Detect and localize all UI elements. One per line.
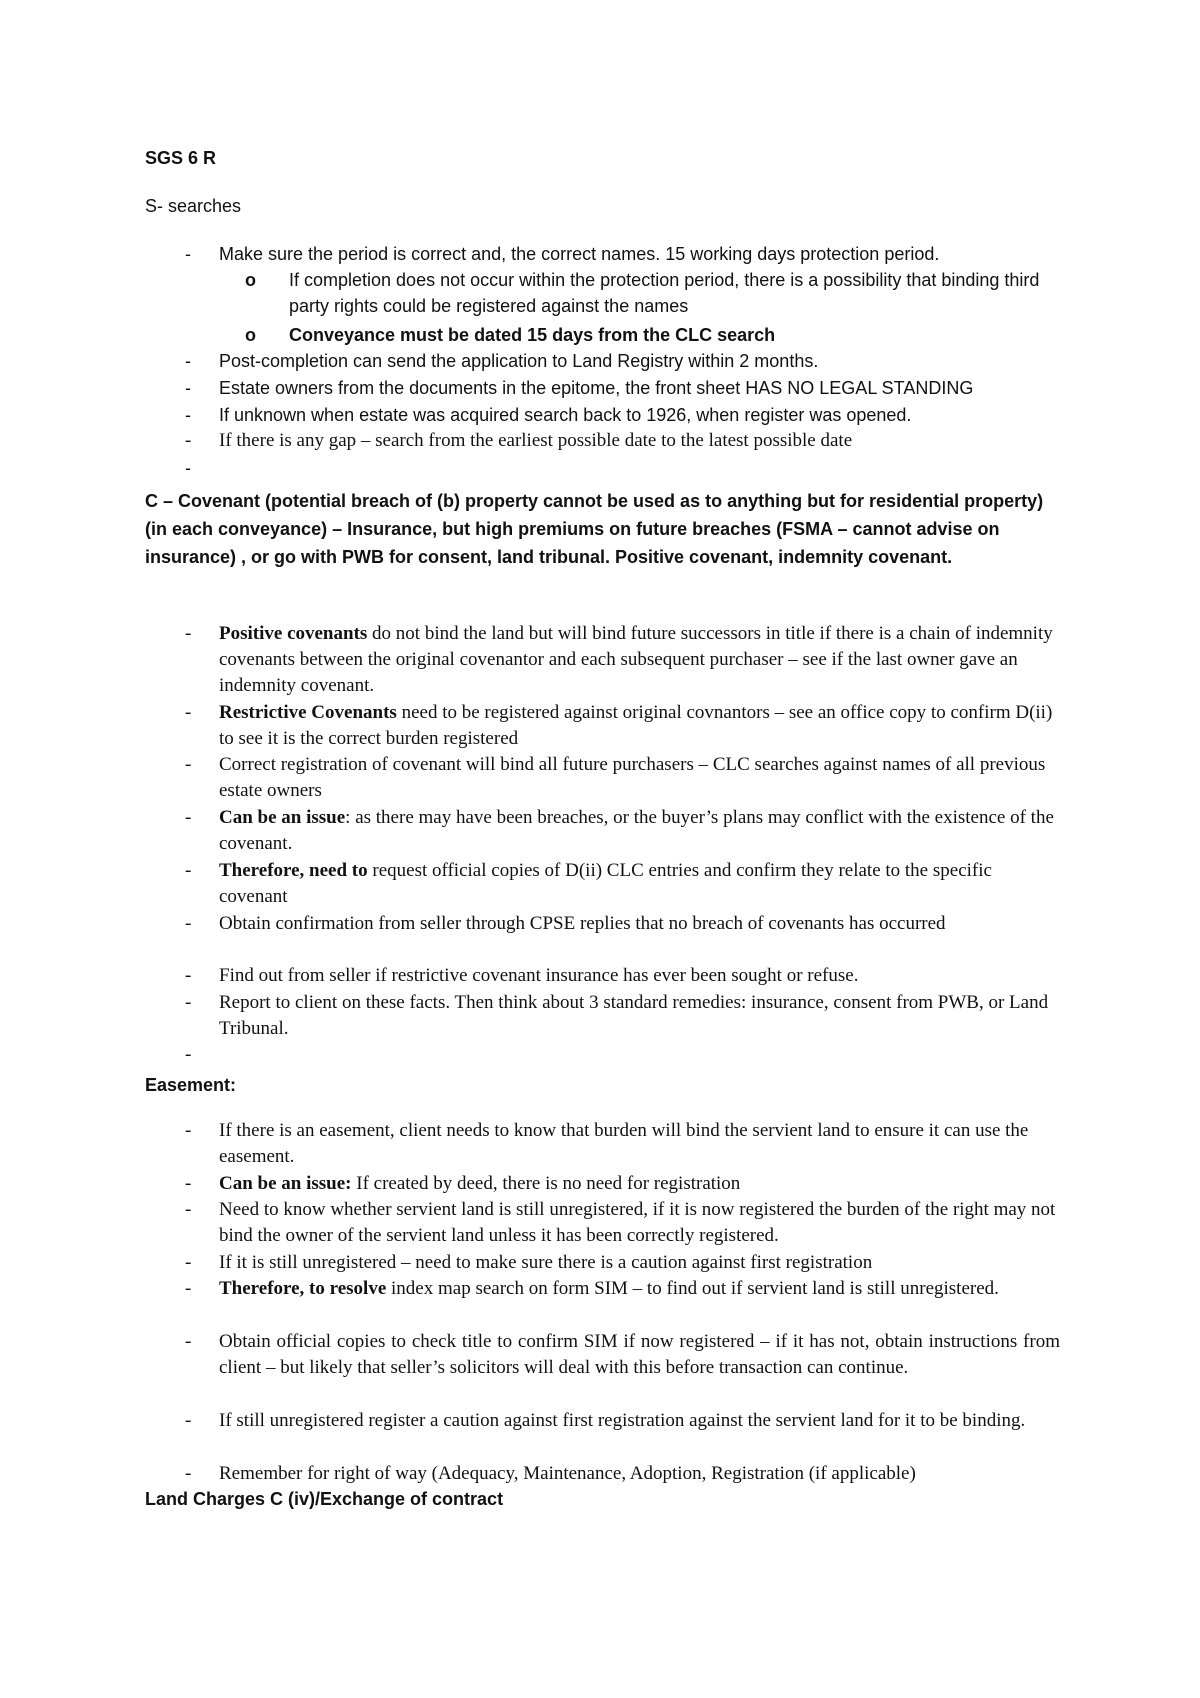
item-text: need to be registered against original covnantors – see an office copy to confirm D(ii) to see it is the correct burden registered — [219, 702, 1053, 749]
list-dash: - — [185, 754, 192, 775]
item-text: Report to client on these facts. Then think about 3 standard remedies: insurance, consent from PWB, or Land Tribunal. — [219, 992, 1049, 1039]
easement-item-6 — [185, 1329, 1060, 1381]
covenant-item-5 — [185, 858, 1060, 910]
searches-heading: S- searches — [145, 196, 242, 216]
item-text: do not bind the land but will bind future successors in title if there is a chain of indemnity covenants between the original covenantor and each subsequent purchaser – see if the last owner gave an indemnity covenant. — [219, 623, 1053, 696]
list-dash: - — [185, 1120, 192, 1141]
searches-item-3 — [185, 375, 1060, 401]
item-bold: Therefore, to resolve — [219, 1278, 387, 1299]
list-item-text: Make sure the period is correct and, the correct names. 15 working days protection period. — [219, 244, 940, 264]
list-dash: - — [185, 1331, 192, 1352]
list-dash: - — [185, 244, 191, 264]
item-text: Find out from seller if restrictive covenant insurance has ever been sought or refuse. — [219, 965, 859, 986]
covenant-item-8 — [185, 990, 1060, 1042]
list-dash: - — [185, 458, 191, 478]
list-dash: - — [185, 1173, 192, 1194]
item-text: If created by deed, there is no need for registration — [351, 1173, 741, 1194]
list-dash: - — [185, 992, 192, 1013]
searches-item-4 — [185, 402, 1060, 428]
list-dash: - — [185, 1463, 192, 1484]
searches-item-2 — [185, 348, 1060, 374]
covenant-item-2 — [185, 700, 1060, 752]
subitem-text: If completion does not occur within the protection period, there is a possibility that binding third party rights could be registered against the names — [289, 270, 1040, 316]
list-dash: - — [185, 1278, 192, 1299]
list-item-text: If unknown when estate was acquired search back to 1926, when register was opened. — [219, 405, 912, 425]
easement-item-7 — [185, 1408, 1060, 1434]
item-text: If there is an easement, client needs to know that burden will bind the servient land to ensure it can use the easement. — [219, 1120, 1029, 1167]
easement-item-8 — [185, 1461, 1060, 1487]
searches-subitem-2 — [245, 322, 1060, 348]
list-dash: - — [185, 405, 191, 425]
list-item-text: Estate owners from the documents in the epitome, the front sheet HAS NO LEGAL STANDING — [219, 378, 974, 398]
list-dash: - — [185, 965, 192, 986]
item-text: If still unregistered register a caution against first registration against the servient land for it to be binding. — [219, 1410, 1026, 1431]
item-text: Obtain confirmation from seller through CPSE replies that no breach of covenants has occurred — [219, 913, 946, 934]
subitem-text: Conveyance must be dated 15 days from the CLC search — [289, 325, 776, 345]
list-dash: - — [185, 1410, 192, 1431]
list-dash: - — [185, 1252, 192, 1273]
list-dash: - — [185, 913, 192, 934]
item-text: Obtain official copies to check title to confirm SIM if now registered – if it has not, obtain instructions from client – but likely that seller’s solicitors will deal with this before transaction can continue. — [219, 1331, 1060, 1378]
item-bold: Can be an issue: — [219, 1173, 352, 1194]
item-bold: Can be an issue — [219, 807, 346, 828]
covenant-item-4 — [185, 805, 1060, 857]
list-dash: - — [185, 1199, 192, 1220]
item-text: : as there may have been breaches, or the buyer’s plans may conflict with the existence of the covenant. — [219, 807, 1054, 854]
list-dash: - — [185, 351, 191, 371]
list-dash: - — [185, 623, 192, 644]
list-dash: - — [185, 430, 192, 451]
covenant-item-1 — [185, 621, 1060, 699]
item-text: If it is still unregistered – need to make sure there is a caution against first registration — [219, 1252, 873, 1273]
land-charges-heading: Land Charges C (iv)/Exchange of contract — [145, 1489, 504, 1509]
item-bold: Therefore, need to — [219, 860, 368, 881]
sub-bullet: o — [245, 270, 256, 290]
item-text: index map search on form SIM – to find out if servient land is still unregistered. — [386, 1278, 999, 1299]
easement-heading: Easement: — [145, 1075, 237, 1095]
item-text: Remember for right of way (Adequacy, Maintenance, Adoption, Registration (if applicable) — [219, 1463, 916, 1484]
list-dash: - — [185, 807, 192, 828]
easement-item-1 — [185, 1118, 1060, 1170]
searches-item-1 — [185, 241, 1060, 267]
list-item-text: If there is any gap – search from the earliest possible date to the latest possible date — [219, 430, 853, 451]
easement-item-2 — [185, 1171, 1060, 1197]
item-text: Correct registration of covenant will bind all future purchasers – CLC searches against names of all previous estate owners — [219, 754, 1046, 801]
covenant-heading: C – Covenant (potential breach of (b) property cannot be used as to anything but for residential property) (in each conveyance) – Insurance, but high premiums on future breaches (FSMA – cannot advise on insurance) , or go with PWB for consent, land tribunal. Positive covenant, indemnity covenant. — [145, 491, 1044, 567]
item-text: Need to know whether servient land is still unregistered, if it is now registered the burden of the right may not bind the owner of the servient land unless it has been correctly registered. — [219, 1199, 1056, 1246]
document-title: SGS 6 R — [145, 148, 217, 168]
easement-item-4 — [185, 1250, 1060, 1276]
searches-subitem-1 — [245, 267, 1060, 319]
easement-item-5 — [185, 1276, 1060, 1302]
covenant-item-7 — [185, 963, 1060, 989]
item-text: request official copies of D(ii) CLC entries and confirm they relate to the specific covenant — [219, 860, 992, 907]
list-dash: - — [185, 702, 192, 723]
list-item-text: Post-completion can send the application to Land Registry within 2 months. — [219, 351, 819, 371]
item-bold: Positive covenants — [219, 623, 368, 644]
item-bold: Restrictive Covenants — [219, 702, 397, 723]
list-dash: - — [185, 860, 192, 881]
searches-item-5 — [185, 428, 1060, 454]
list-dash: - — [185, 1044, 192, 1065]
covenant-item-3 — [185, 752, 1060, 804]
list-dash: - — [185, 378, 191, 398]
covenant-item-6 — [185, 911, 1060, 937]
sub-bullet: o — [245, 325, 256, 345]
easement-item-3 — [185, 1197, 1060, 1249]
